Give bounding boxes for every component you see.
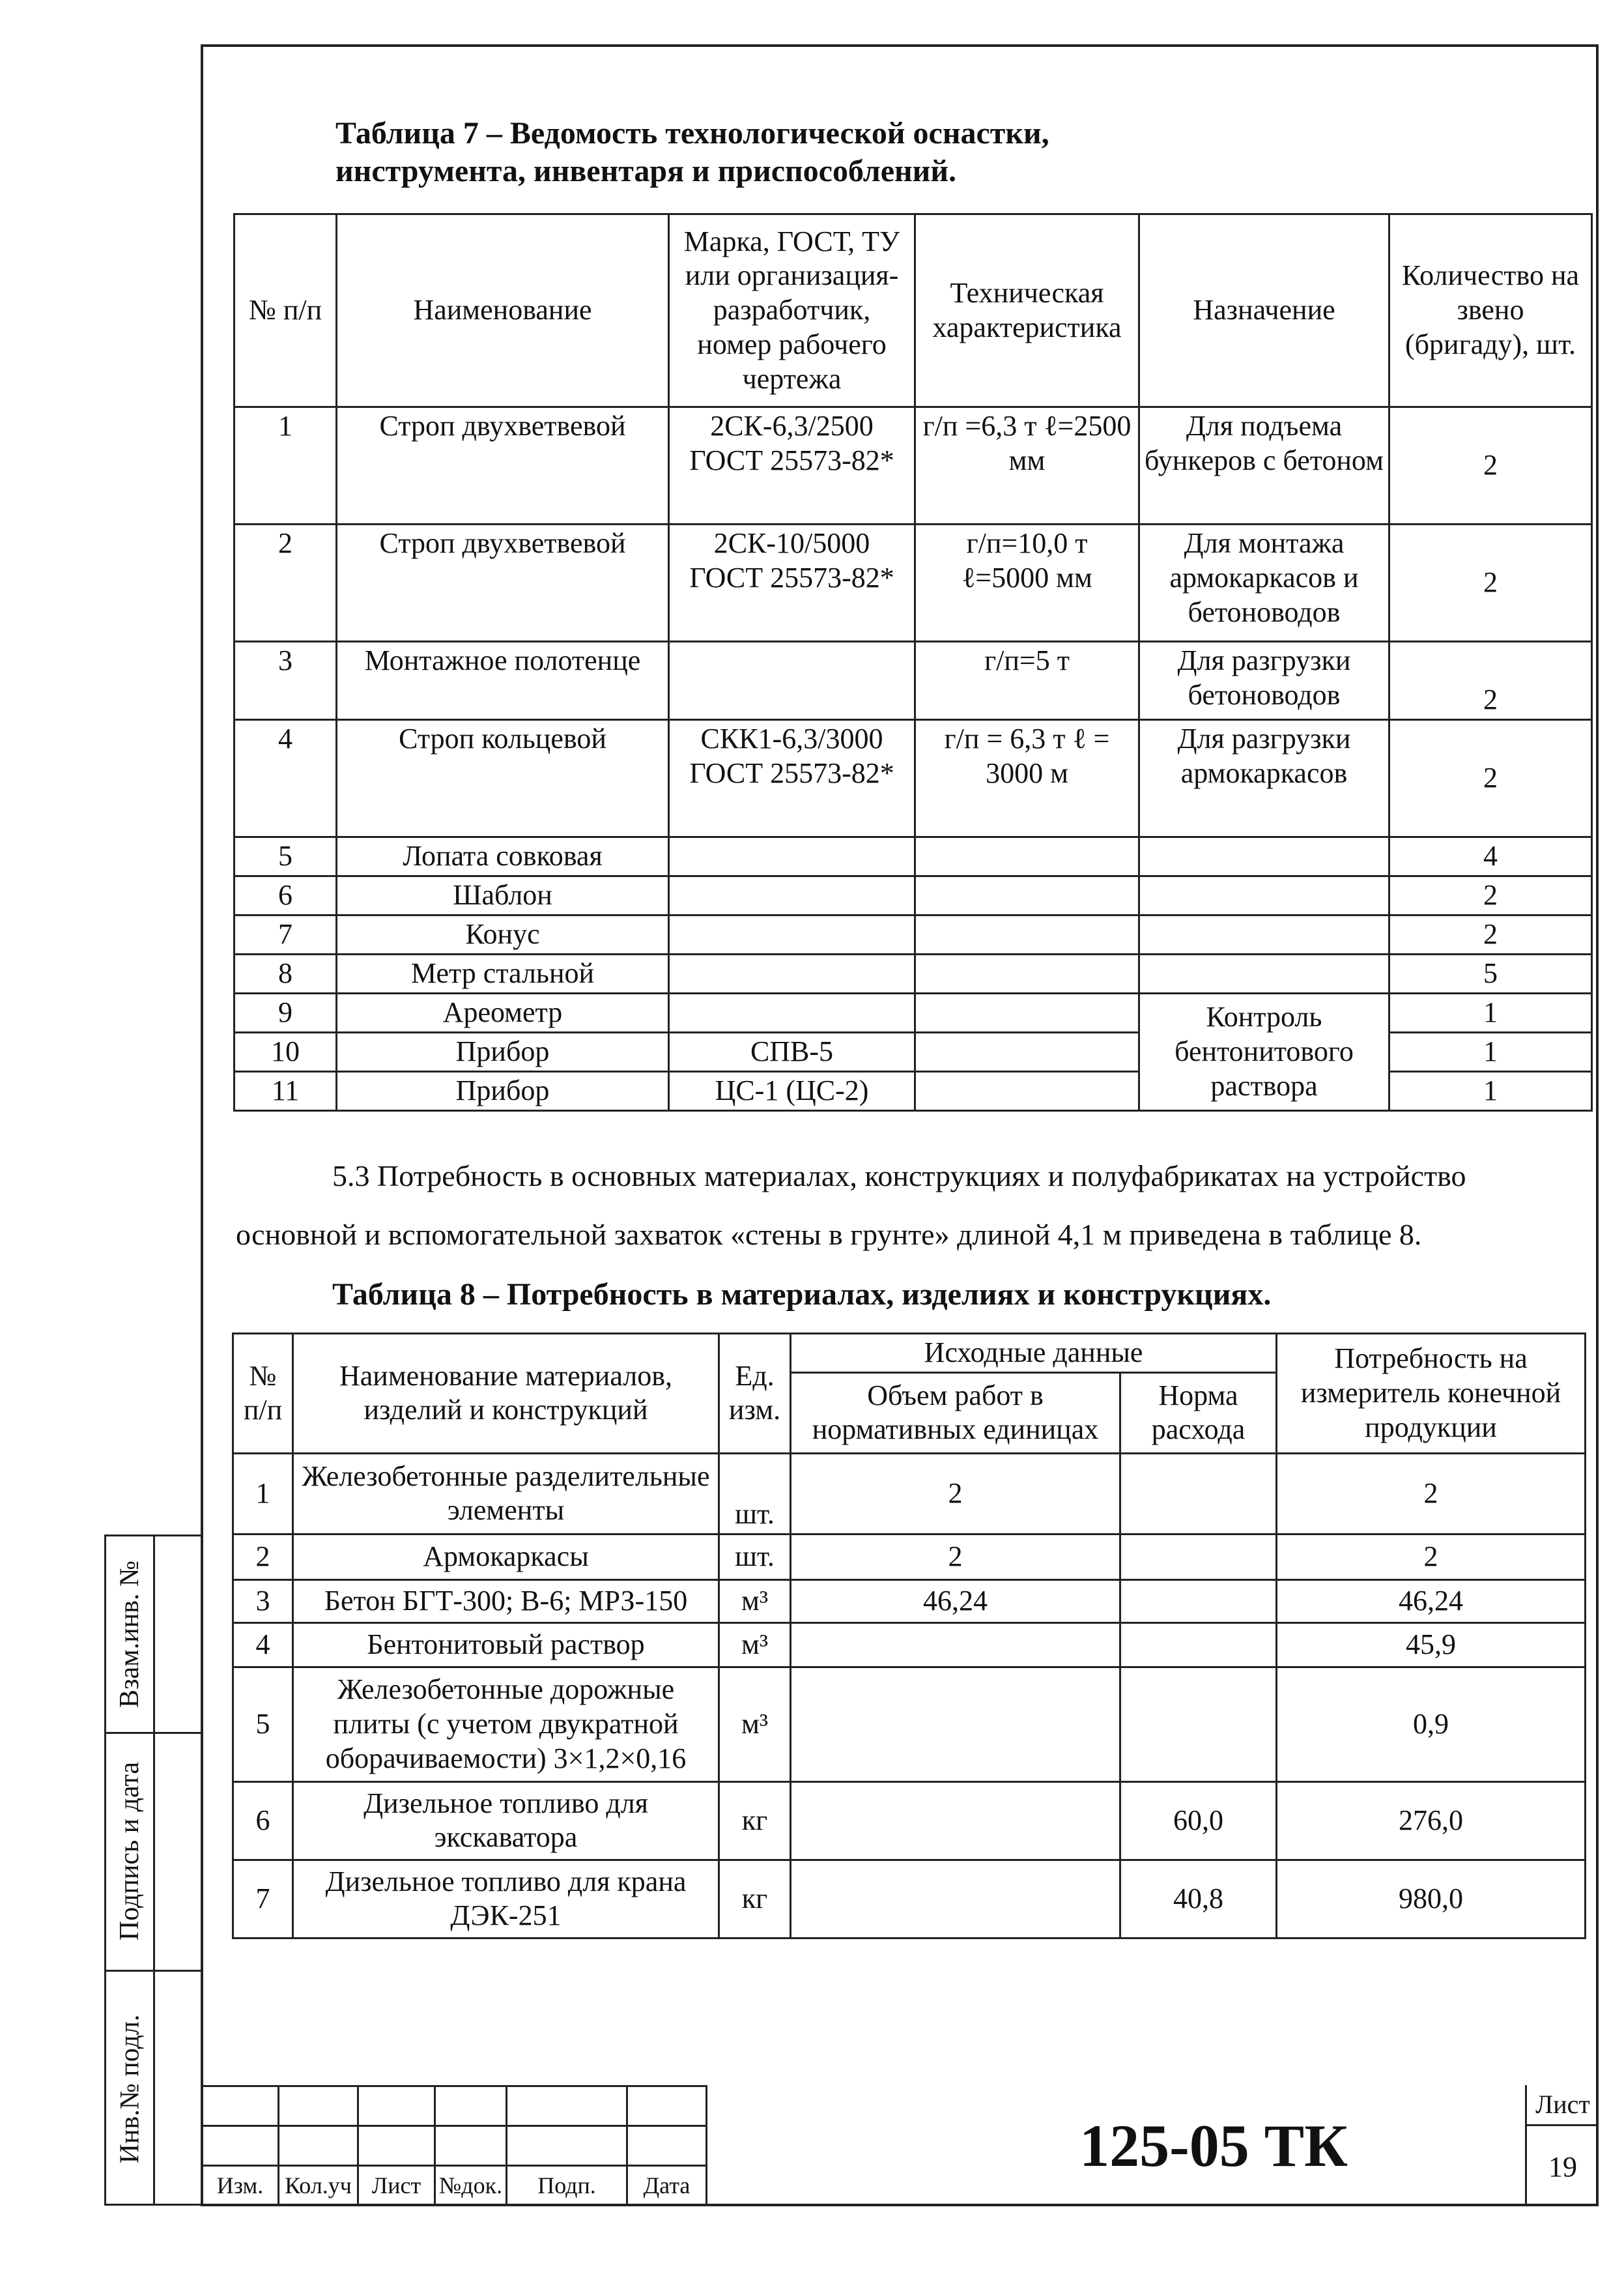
sheet-box	[1525, 2085, 1599, 2206]
table7-cell-tech: г/п=10,0 т ℓ=5000 мм	[915, 525, 1139, 642]
table8-cell-num: 2	[233, 1534, 293, 1579]
table7-cell-qty: 1	[1389, 1072, 1592, 1111]
title-block	[201, 2085, 1599, 2206]
table7-cell-name: Прибор	[337, 1033, 669, 1072]
table7-cell-num: 3	[235, 642, 337, 720]
table7	[233, 213, 1593, 1112]
table7-header-qty: Количество на звено (бригаду), шт.	[1389, 214, 1592, 407]
sheet-label: Лист	[1527, 2085, 1599, 2126]
table7-cell-tech	[915, 1033, 1139, 1072]
table8-cell-unit: м³	[719, 1667, 791, 1781]
table7-header-tech: Техническая характеристика	[915, 214, 1139, 407]
side-label-podpis: Подпись и дата	[115, 1761, 145, 1940]
table8-header-source: Исходные данные	[791, 1334, 1277, 1373]
table7-cell-num: 4	[235, 720, 337, 837]
revision-row	[202, 2126, 707, 2166]
table7-cell-qty: 4	[1389, 837, 1592, 876]
table7-cell-name: Лопата совковая	[337, 837, 669, 876]
table-row	[233, 1534, 1586, 1579]
table8-cell-name: Армокаркасы	[293, 1534, 719, 1579]
revision-table	[201, 2085, 707, 2206]
table-row	[235, 642, 1592, 720]
table8-cell-need: 2	[1277, 1534, 1586, 1579]
table8-header-need: Потребность на измеритель конечной продукции	[1277, 1334, 1586, 1454]
table8-header-norm: Норма расхода	[1120, 1372, 1277, 1453]
revision-col-list: Лист	[358, 2166, 435, 2206]
table8-cell-volume	[791, 1781, 1120, 1860]
table7-cell-num: 11	[235, 1072, 337, 1111]
table8-cell-unit: кг	[719, 1860, 791, 1938]
table8-cell-volume	[791, 1860, 1120, 1938]
table8-cell-unit: шт.	[719, 1534, 791, 1579]
table8-cell-norm	[1120, 1622, 1277, 1667]
table7-cell-qty: 1	[1389, 1033, 1592, 1072]
table-row	[235, 407, 1592, 525]
table7-cell-tech	[915, 994, 1139, 1033]
table7-cell-purpose: Для монтажа армокаркасов и бетоноводов	[1139, 525, 1389, 642]
table7-cell-name: Монтажное полотенце	[337, 642, 669, 720]
table8-header-unit: Ед. изм.	[719, 1334, 791, 1454]
revision-row	[202, 2086, 707, 2126]
table7-header-row	[235, 214, 1592, 407]
table7-cell-name: Ареометр	[337, 994, 669, 1033]
table7-cell-name: Конус	[337, 915, 669, 955]
table8-cell-num: 3	[233, 1579, 293, 1622]
table8-cell-volume: 2	[791, 1453, 1120, 1534]
revision-col-data: Дата	[627, 2166, 707, 2206]
table7-cell-num: 5	[235, 837, 337, 876]
table7-cell-qty: 2	[1389, 720, 1592, 837]
table7-cell-mark	[669, 642, 915, 720]
side-divider	[153, 1536, 155, 2204]
table7-cell-purpose: Для подъема бункеров с бетоном	[1139, 407, 1389, 525]
table8-cell-num: 6	[233, 1781, 293, 1860]
table8-cell-unit: шт.	[719, 1453, 791, 1534]
table8-cell-volume: 2	[791, 1534, 1120, 1579]
table8-cell-need: 0,9	[1277, 1667, 1586, 1781]
table8-cell-need: 980,0	[1277, 1860, 1586, 1938]
table7-cell-tech	[915, 837, 1139, 876]
table7-cell-mark	[669, 915, 915, 955]
table7-caption	[335, 115, 1049, 190]
table8-cell-unit: м³	[719, 1622, 791, 1667]
table7-cell-tech: г/п=5 т	[915, 642, 1139, 720]
table7-cell-tech: г/п =6,3 т ℓ=2500 мм	[915, 407, 1139, 525]
table7-cell-num: 10	[235, 1033, 337, 1072]
table8-cell-name: Дизельное топливо для экскаватора	[293, 1781, 719, 1860]
table8-header-volume: Объем работ в нормативных единицах	[791, 1372, 1120, 1453]
table7-cell-tech: г/п = 6,3 т ℓ = 3000 м	[915, 720, 1139, 837]
table8-cell-name: Бентонитовый раствор	[293, 1622, 719, 1667]
table8-cell-name: Бетон БГТ-300; В-6; МРЗ-150	[293, 1579, 719, 1622]
table7-cell-purpose	[1139, 837, 1389, 876]
table8-cell-num: 1	[233, 1453, 293, 1534]
table-row	[233, 1667, 1586, 1781]
table8-cell-need: 276,0	[1277, 1781, 1586, 1860]
table7-cell-tech	[915, 876, 1139, 915]
side-label-inv: Инв.№ подл.	[115, 2014, 145, 2163]
table8-cell-unit: кг	[719, 1781, 791, 1860]
table7-cell-mark: 2СК-10/5000 ГОСТ 25573-82*	[669, 525, 915, 642]
table7-cell-num: 6	[235, 876, 337, 915]
table8-cell-norm	[1120, 1453, 1277, 1534]
table-row	[233, 1453, 1586, 1534]
table8-cell-need: 2	[1277, 1453, 1586, 1534]
table7-cell-mark	[669, 876, 915, 915]
table7-cell-tech	[915, 1072, 1139, 1111]
table8-cell-volume: 46,24	[791, 1579, 1120, 1622]
table-row	[235, 915, 1592, 955]
revision-col-izm: Изм.	[202, 2166, 279, 2206]
table7-cell-mark	[669, 955, 915, 994]
table7-cell-qty: 2	[1389, 525, 1592, 642]
table7-cell-num: 1	[235, 407, 337, 525]
revision-header-row	[202, 2166, 707, 2206]
paragraph-line2: основной и вспомогательной захваток «стены в грунте» длиной 4,1 м приведена в таблице 8.	[236, 1218, 1422, 1251]
table7-cell-purpose: Для разгрузки армокаркасов	[1139, 720, 1389, 837]
table8-cell-num: 7	[233, 1860, 293, 1938]
table8-cell-norm	[1120, 1667, 1277, 1781]
table7-cell-purpose	[1139, 955, 1389, 994]
table7-cell-qty: 2	[1389, 915, 1592, 955]
revision-col-podp: Подп.	[507, 2166, 627, 2206]
table-row	[233, 1781, 1586, 1860]
table-row	[233, 1579, 1586, 1622]
table7-cell-qty: 2	[1389, 876, 1592, 915]
table7-cell-mark: СПВ-5	[669, 1033, 915, 1072]
table7-cell-name: Шаблон	[337, 876, 669, 915]
table7-cell-mark: 2СК-6,3/2500 ГОСТ 25573-82*	[669, 407, 915, 525]
paragraph-line1: 5.3 Потребность в основных материалах, конструкциях и полуфабрикатах на устройство	[332, 1159, 1466, 1192]
table7-cell-name: Метр стальной	[337, 955, 669, 994]
table8-cell-num: 5	[233, 1667, 293, 1781]
side-label-vzam: Взам.инв. №	[115, 1560, 145, 1708]
table-row	[235, 994, 1592, 1033]
table-row	[235, 876, 1592, 915]
table8-cell-volume	[791, 1667, 1120, 1781]
table7-cell-tech	[915, 955, 1139, 994]
table7-cell-tech	[915, 915, 1139, 955]
table8-cell-name: Дизельное топливо для крана ДЭК-251	[293, 1860, 719, 1938]
table7-header-purpose: Назначение	[1139, 214, 1389, 407]
table7-cell-mark	[669, 994, 915, 1033]
table7-cell-num: 8	[235, 955, 337, 994]
table7-cell-qty: 2	[1389, 642, 1592, 720]
table7-cell-purpose: Контроль бентонитового раствора	[1139, 994, 1389, 1111]
table-row	[233, 1622, 1586, 1667]
table7-cell-mark: СКК1-6,3/3000 ГОСТ 25573-82*	[669, 720, 915, 837]
table8-cell-norm	[1120, 1579, 1277, 1622]
table7-cell-num: 7	[235, 915, 337, 955]
table7-cell-purpose	[1139, 915, 1389, 955]
table8-caption: Таблица 8 – Потребность в материалах, изделиях и конструкциях.	[332, 1277, 1272, 1312]
table7-cell-num: 2	[235, 525, 337, 642]
revision-col-ndok: №док.	[435, 2166, 507, 2206]
table8-cell-need: 45,9	[1277, 1622, 1586, 1667]
table8-cell-need: 46,24	[1277, 1579, 1586, 1622]
table7-header-name: Наименование	[337, 214, 669, 407]
table7-caption-line2: инструмента, инвентаря и приспособлений.	[335, 154, 956, 188]
table8-header-row	[233, 1334, 1586, 1373]
table7-cell-purpose: Для разгрузки бетоноводов	[1139, 642, 1389, 720]
table7-header-mark: Марка, ГОСТ, ТУ или организация-разработчик, номер рабочего чертежа	[669, 214, 915, 407]
table7-cell-purpose	[1139, 876, 1389, 915]
sheet-number: 19	[1548, 2151, 1577, 2183]
table8-cell-volume	[791, 1622, 1120, 1667]
table8-cell-norm	[1120, 1534, 1277, 1579]
table7-header-num: № п/п	[235, 214, 337, 407]
table7-cell-name: Строп двухветвевой	[337, 407, 669, 525]
table8-header-name: Наименование материалов, изделий и конструкций	[293, 1334, 719, 1454]
table8-cell-unit: м³	[719, 1579, 791, 1622]
table-row	[235, 837, 1592, 876]
document-code: 125-05 ТК	[1079, 2112, 1348, 2179]
table7-cell-name: Прибор	[337, 1072, 669, 1111]
table7-cell-qty: 5	[1389, 955, 1592, 994]
table8	[232, 1333, 1586, 1939]
table7-cell-num: 9	[235, 994, 337, 1033]
table7-cell-qty: 1	[1389, 994, 1592, 1033]
table8-cell-norm: 40,8	[1120, 1860, 1277, 1938]
side-stamp	[104, 1535, 203, 2206]
table8-header-num: № п/п	[233, 1334, 293, 1454]
revision-col-kolu: Кол.уч	[279, 2166, 358, 2206]
table-row	[235, 720, 1592, 837]
table-row	[235, 525, 1592, 642]
table7-cell-mark	[669, 837, 915, 876]
table7-cell-qty: 2	[1389, 407, 1592, 525]
table8-cell-name: Железобетонные разделительные элементы	[293, 1453, 719, 1534]
table8-cell-num: 4	[233, 1622, 293, 1667]
table7-caption-line1: Таблица 7 – Ведомость технологической оснастки,	[335, 116, 1049, 151]
table-row	[233, 1860, 1586, 1938]
table8-cell-norm: 60,0	[1120, 1781, 1277, 1860]
table8-cell-name: Железобетонные дорожные плиты (с учетом двукратной оборачиваемости) 3×1,2×0,16	[293, 1667, 719, 1781]
table-row	[235, 955, 1592, 994]
table7-cell-name: Строп двухветвевой	[337, 525, 669, 642]
table7-cell-name: Строп кольцевой	[337, 720, 669, 837]
table7-cell-mark: ЦС-1 (ЦС-2)	[669, 1072, 915, 1111]
